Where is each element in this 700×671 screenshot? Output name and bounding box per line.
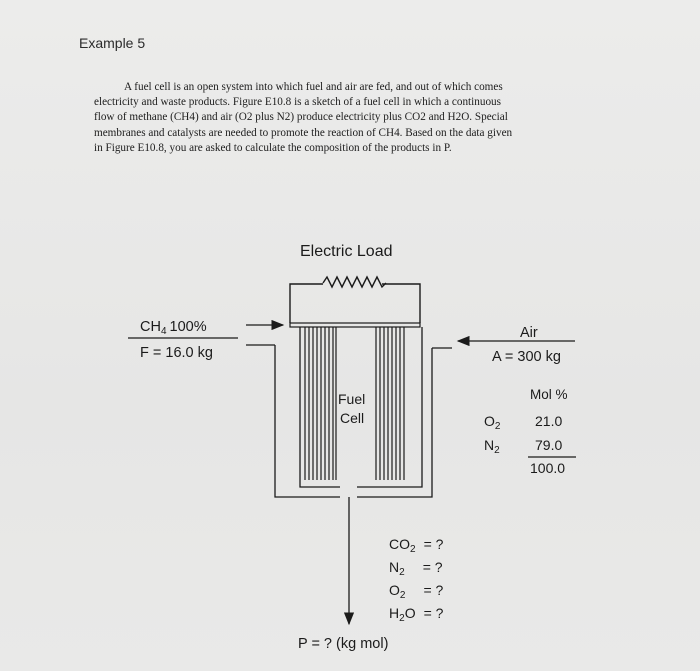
paragraph-line: electricity and waste products. Figure E10.8 is a sketch of a fuel cell in which a continuous — [94, 96, 501, 109]
load-circuit-wire — [290, 284, 420, 323]
feed-composition-label: $CH_4$ 100% — [140, 319, 207, 337]
left-electrode — [305, 327, 333, 480]
paragraph-line: flow of methane (CH4) and air (O2 plus N2) produce electricity plus CO2 and H2O. Special — [94, 111, 508, 124]
paragraph-line: in Figure E10.8, you are asked to calculate the composition of the products in P. — [94, 141, 452, 154]
air-amount-label: A = 300 kg — [492, 349, 561, 365]
n2-species: $N_2$ — [484, 437, 500, 456]
o2-species: $O_2$ — [484, 413, 501, 432]
product-h2o: $H_2O$ = ? — [389, 605, 444, 624]
fuel-label: Fuel — [338, 391, 366, 407]
o2-mol-value: 21.0 — [535, 413, 563, 429]
paragraph-line: A fuel cell is an open system into which fuel and air are fed, and out of which comes — [124, 81, 503, 93]
cell-top-plate — [290, 323, 420, 327]
product-label: P = ? (kg mol) — [298, 636, 389, 652]
electric-load-label: Electric Load — [300, 243, 393, 260]
cell-left-wall — [275, 327, 340, 497]
cell-label: Cell — [340, 410, 365, 426]
product-o2: $O_2$ = ? — [389, 582, 444, 601]
product-n2: $N_2$ = ? — [389, 559, 443, 578]
resistor-symbol — [323, 277, 386, 287]
product-co2: $CO_2$ = ? — [389, 536, 444, 555]
paragraph-line: membranes and catalysts are needed to promote the reaction of CH4. Based on the data given — [94, 126, 513, 139]
cell-right-wall — [357, 327, 432, 497]
air-label: Air — [520, 325, 538, 341]
total-mol-value: 100.0 — [530, 460, 566, 476]
feed-amount-label: F = 16.0 kg — [140, 345, 213, 361]
n2-mol-value: 79.0 — [535, 437, 563, 453]
example-heading: Example 5 — [79, 35, 146, 51]
mol-percent-header: Mol % — [530, 387, 568, 402]
right-electrode — [376, 327, 404, 480]
